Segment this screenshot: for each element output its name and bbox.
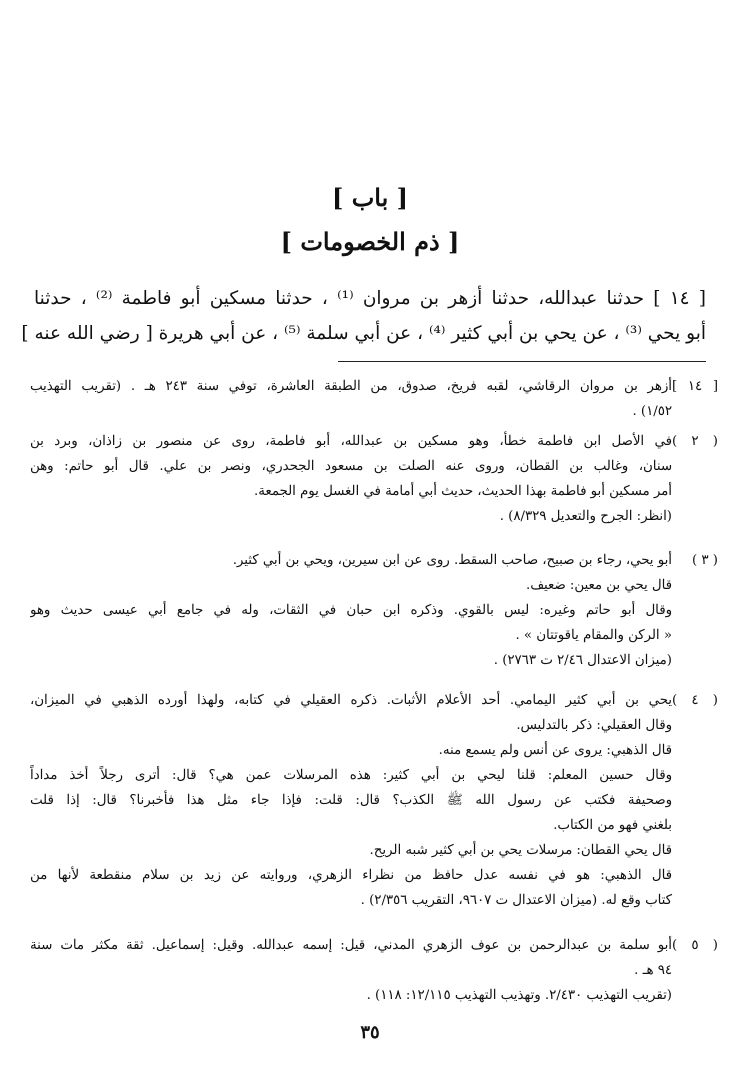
footnote-text: قال الذهبي: هو في نفسه عدل حافظ من نظراء الزهري، وروايته عن زيد بن سلام منقطعة لأنها من — [30, 868, 672, 883]
footnote-number: [ ١٤ ] — [672, 379, 718, 394]
footnote-text: سنان، وغالب بن القطان، وروى عنه الصلت بن مسعود الجحدري، ونصر بن علي. قال أبو حاتم: وهن — [30, 459, 672, 474]
hadith-text-line: أبو يحي ⁽³⁾ ، عن يحي بن أبي كثير ⁽⁴⁾ ، عن أبي سلمة ⁽⁵⁾ ، عن أبي هريرة [ رضي الله عنه ] — [21, 323, 706, 344]
footnote-text: وصحيفة فكتب عن رسول الله ﷺ الكذب؟ قال: قلت: فإذا جاء مثل هذا فأخبرنا؟ قال: إذا قلت — [30, 793, 672, 808]
footnote-text: ٩٤ هـ . — [634, 963, 672, 978]
footnote-4 — [30, 688, 718, 913]
footnote-text: أزهر بن مروان الرقاشي، لقبه فريخ، صدوق، من الطبقة العاشرة، توفي سنة ٢٤٣ هـ . (تقريب التهذيب — [30, 379, 672, 394]
footnote-text: « الركن والمقام ياقوتتان » . — [515, 628, 672, 643]
footnote-5 — [30, 933, 718, 1008]
footnote-text: وقال أبو حاتم وغيره: ليس بالقوي. وذكره ابن حبان في الثقات، وله في جامع أبي عيسى حديث وهو — [30, 603, 672, 618]
footnote-3 — [30, 548, 718, 673]
footnote-text: في الأصل ابن فاطمة خطأ، وهو مسكين بن عبدالله، أبو فاطمة، روى عن منصور بن زاذان، وبرد بن — [30, 434, 672, 449]
footnote-text: أمر مسكين أبو فاطمة بهذا الحديث، حديث أبي أمامة في الغسل يوم الجمعة. — [254, 484, 672, 499]
footnote-text: وقال العقيلي: ذكر بالتدليس. — [516, 718, 672, 733]
chapter-heading: [ باب ] — [331, 183, 408, 212]
footnote-text: قال الذهبي: يروى عن أنس ولم يسمع منه. — [438, 743, 672, 758]
footnote-text: قال يحي القطان: مرسلات يحي بن أبي كثير شبه الريح. — [369, 843, 672, 858]
footnote-number: ( ٥ ) — [672, 938, 718, 953]
footnote-citation: (تقريب التهذيب ٢/٤٣٠. وتهذيب التهذيب ١٢/١١٥: ١١٨) . — [366, 988, 672, 1003]
footnote-2 — [30, 429, 718, 529]
footnote-number: ( ٢ ) — [672, 434, 718, 449]
hadith-text-line: [ ١٤ ] حدثنا عبدالله، حدثنا أزهر بن مروان ⁽¹⁾ ، حدثنا مسكين أبو فاطمة ⁽²⁾ ، حدثنا — [34, 288, 706, 309]
chapter-subheading: [ ذم الخصومات ] — [280, 227, 460, 256]
footnote-citation: كتاب وقع له. (ميزان الاعتدال ت ٩٦٠٧، التقريب ٢/٣٥٦) . — [360, 893, 672, 908]
footnote-14 — [30, 374, 718, 424]
footnote-citation: (ميزان الاعتدال ٢/٤٦ ت ٢٧٦٣) . — [493, 653, 672, 668]
footnote-text: وقال حسين المعلم: قلنا ليحي بن أبي كثير: هذه المرسلات عمن هي؟ قال: أترى رجلاً أخذ مداداً — [30, 768, 672, 783]
footnote-text: بلغني فهو من الكتاب. — [553, 818, 672, 833]
footnote-text: ١/٥٢) . — [632, 404, 672, 419]
page-number: ٣٥ — [360, 1022, 380, 1043]
footnote-separator — [338, 361, 706, 362]
footnote-number: ( ٤ ) — [672, 693, 718, 708]
footnote-number: ( ٣ ) — [692, 553, 718, 568]
footnote-citation: (انظر: الجرح والتعديل ٨/٣٢٩) . — [499, 509, 672, 524]
footnote-text: قال يحي بن معين: ضعيف. — [525, 578, 672, 593]
footnote-text: أبو سلمة بن عبدالرحمن بن عوف الزهري المدني، قيل: إسمه عبدالله. وقيل: إسماعيل. ثقة مكثر مات سنة — [30, 938, 672, 953]
footnote-text: أبو يحي، رجاء بن صبيح، صاحب السقط. روى عن ابن سيرين، ويحي بن أبي كثير. — [232, 553, 672, 568]
footnote-text: يحي بن أبي كثير اليمامي. أحد الأعلام الأثبات. ذكره العقيلي في كتابه، ولهذا أورده الذهبي في الميزان، — [30, 693, 672, 708]
